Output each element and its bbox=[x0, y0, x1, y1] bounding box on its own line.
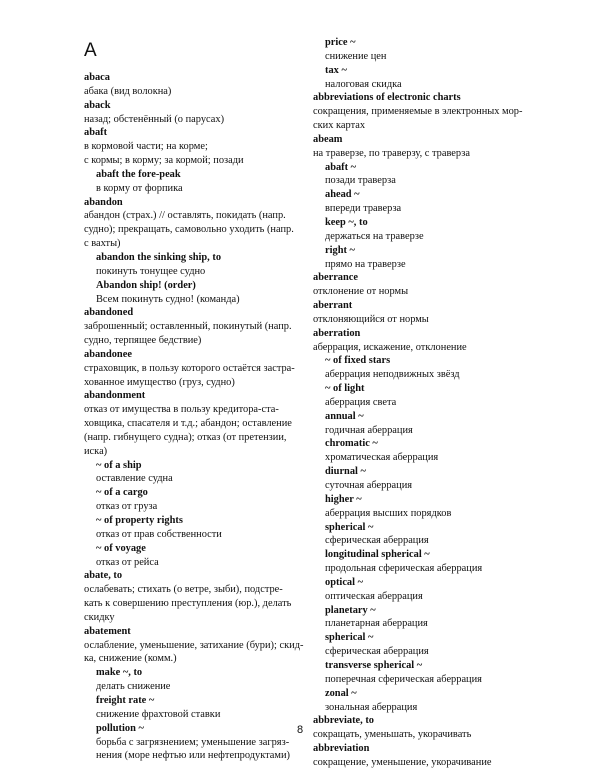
entry-headword: abandoned bbox=[84, 307, 134, 319]
entry-translation: аберрация неподвижных звёзд bbox=[325, 369, 460, 381]
entry-translation: покинуть тонущее судно bbox=[96, 265, 206, 277]
entry-translation: ских картах bbox=[313, 120, 366, 132]
entry-headword: annual ~ bbox=[325, 410, 364, 422]
entry-translation: суточная аберрация bbox=[325, 480, 413, 491]
entry-headword: ahead ~ bbox=[325, 189, 360, 201]
entry-headword: ~ of a cargo bbox=[96, 487, 148, 499]
entry-headword: diurnal ~ bbox=[325, 466, 366, 478]
entry-headword: abandon bbox=[84, 196, 123, 208]
entry-translation: отклоняющийся от нормы bbox=[313, 313, 429, 325]
entry-headword: right ~ bbox=[325, 244, 355, 256]
entry-headword: zonal ~ bbox=[325, 687, 357, 699]
entry-headword: tax ~ bbox=[325, 64, 347, 76]
entry-translation: оптическая аберрация bbox=[325, 590, 423, 602]
entry-translation: заброшенный; оставленный, покинутый (напр. bbox=[84, 321, 292, 333]
entry-translation: абака (вид волокна) bbox=[84, 85, 172, 97]
entry-translation: отказ от груза bbox=[96, 501, 158, 513]
entry-translation: зональная аберрация bbox=[325, 701, 418, 713]
entry-headword: price ~ bbox=[325, 37, 356, 48]
entry-translation: нения (море нефтью или нефтепродуктами) bbox=[96, 750, 290, 762]
entry-headword: aberrance bbox=[313, 272, 359, 284]
entry-translation: поперечная сферическая аберрация bbox=[325, 673, 482, 685]
entry-translation: судно, терпящее бедствие) bbox=[84, 335, 202, 347]
entry-translation: хованное имущество (груз, судно) bbox=[84, 376, 235, 388]
entry-translation: сокращать, уменьшать, укорачивать bbox=[313, 729, 472, 741]
entry-translation: сокращение, уменьшение, укорачивание bbox=[313, 756, 492, 768]
entry-headword: abandonee bbox=[84, 348, 132, 360]
entry-headword: ~ of light bbox=[325, 383, 365, 395]
entry-translation: с вахты) bbox=[84, 238, 121, 250]
entry-headword: pollution ~ bbox=[96, 722, 144, 734]
entry-headword: abaft bbox=[84, 127, 108, 139]
entry-headword: ~ of a ship bbox=[96, 459, 142, 471]
entry-translation: сферическая аберрация bbox=[325, 646, 429, 658]
entry-headword: ~ of voyage bbox=[96, 542, 146, 554]
entry-headword: abbreviations of electronic charts bbox=[313, 92, 461, 104]
entry-translation: годичная аберрация bbox=[325, 424, 413, 436]
entry-translation: отклонение от нормы bbox=[313, 286, 409, 298]
entry-headword: ~ of fixed stars bbox=[325, 355, 391, 367]
entry-translation: иска) bbox=[84, 445, 108, 457]
entry-translation: скидку bbox=[84, 611, 115, 623]
entry-translation: аберрация, искажение, отклонение bbox=[313, 341, 467, 353]
entry-translation: на траверзе, по траверзу, с траверза bbox=[313, 147, 470, 159]
entry-translation: прямо на траверзе bbox=[325, 258, 406, 270]
entry-translation: абандон (страх.) // оставлять, покидать (напр. bbox=[84, 210, 286, 222]
entry-translation: впереди траверза bbox=[325, 203, 402, 215]
entry-headword: abbreviate, to bbox=[313, 715, 374, 727]
entry-translation: борьба с загрязнением; уменьшение загряз- bbox=[96, 736, 290, 748]
entry-translation: ховщика, спасателя и т.д.; абандон; оставление bbox=[84, 418, 292, 430]
entry-translation: ослабевать; стихать (о ветре, зыби), подстре- bbox=[84, 584, 283, 596]
entry-headword: abeam bbox=[313, 133, 343, 145]
entry-translation: сферическая аберрация bbox=[325, 535, 429, 547]
page-number: 8 bbox=[296, 724, 304, 736]
entry-headword: abaft ~ bbox=[325, 161, 357, 173]
entry-translation: отказ от рейса bbox=[96, 556, 159, 568]
entry-translation: хроматическая аберрация bbox=[325, 452, 439, 464]
entry-headword: keep ~, to bbox=[325, 216, 368, 228]
entry-headword: planetary ~ bbox=[325, 604, 376, 616]
entry-translation: судно); прекращать, самовольно уходить (напр. bbox=[84, 224, 294, 236]
entry-headword: make ~, to bbox=[96, 667, 143, 679]
entry-headword: abandon the sinking ship, to bbox=[96, 251, 222, 263]
entry-headword: transverse spherical ~ bbox=[325, 659, 423, 671]
entry-translation: в корму от форпика bbox=[96, 182, 183, 194]
entry-headword: aback bbox=[84, 99, 111, 111]
entry-headword: abandonment bbox=[84, 390, 146, 402]
entry-translation: в кормовой части; на корме; bbox=[84, 141, 208, 153]
entry-headword: abbreviation bbox=[313, 743, 370, 755]
entry-translation: кать к совершению преступления (юр.), делать bbox=[84, 598, 292, 610]
entry-translation: аберрация высших порядков bbox=[325, 507, 452, 519]
entry-translation: снижение фрахтовой ставки bbox=[96, 708, 221, 720]
section-letter: A bbox=[84, 40, 97, 61]
entry-translation: назад; обстенённый (о парусах) bbox=[84, 113, 225, 125]
entry-headword: freight rate ~ bbox=[96, 694, 155, 706]
entry-headword: aberrant bbox=[313, 300, 353, 312]
entry-translation: Всем покинуть судно! (команда) bbox=[96, 293, 240, 305]
left-column bbox=[84, 71, 303, 763]
entry-translation: планетарная аберрация bbox=[325, 618, 428, 630]
entry-translation: снижение цен bbox=[325, 50, 387, 62]
entry-translation: ослабление, уменьшение, затихание (бури); скид- bbox=[84, 639, 304, 651]
entry-headword: chromatic ~ bbox=[325, 438, 378, 450]
right-column bbox=[313, 36, 525, 770]
entry-translation: ка, снижение (комм.) bbox=[84, 653, 177, 665]
entry-headword: spherical ~ bbox=[325, 521, 374, 533]
entry-translation: позади траверза bbox=[325, 175, 396, 187]
entry-translation: продольная сферическая аберрация bbox=[325, 563, 483, 575]
entry-translation: с кормы; в корму; за кормой; позади bbox=[84, 155, 244, 167]
entry-translation: отказ от имущества в пользу кредитора-ста- bbox=[84, 404, 279, 416]
entry-translation: оставление судна bbox=[96, 473, 173, 485]
entry-headword: optical ~ bbox=[325, 576, 364, 588]
entry-headword: higher ~ bbox=[325, 493, 362, 505]
entry-headword: abatement bbox=[84, 625, 131, 637]
entry-translation: сокращения, применяемые в электронных мор- bbox=[313, 106, 523, 118]
entry-headword: ~ of property rights bbox=[96, 515, 183, 526]
entry-translation: налоговая скидка bbox=[325, 78, 402, 90]
entry-translation: держаться на траверзе bbox=[325, 230, 424, 242]
entry-headword: spherical ~ bbox=[325, 632, 374, 644]
entry-translation: аберрация света bbox=[325, 396, 397, 408]
entry-headword: longitudinal spherical ~ bbox=[325, 549, 430, 561]
entry-translation: (напр. гибнущего судна); отказ (от претензии, bbox=[84, 431, 287, 443]
entry-translation: делать снижение bbox=[96, 681, 171, 693]
entry-headword: aberration bbox=[313, 327, 361, 339]
entry-headword: abate, to bbox=[84, 570, 123, 582]
entry-translation: страховщик, в пользу которого остаётся застра- bbox=[84, 362, 295, 374]
entry-headword: abaca bbox=[84, 72, 110, 83]
entry-headword: Abandon ship! (order) bbox=[96, 279, 196, 291]
entry-headword: abaft the fore-peak bbox=[96, 168, 181, 180]
entry-translation: отказ от прав собственности bbox=[96, 528, 222, 540]
